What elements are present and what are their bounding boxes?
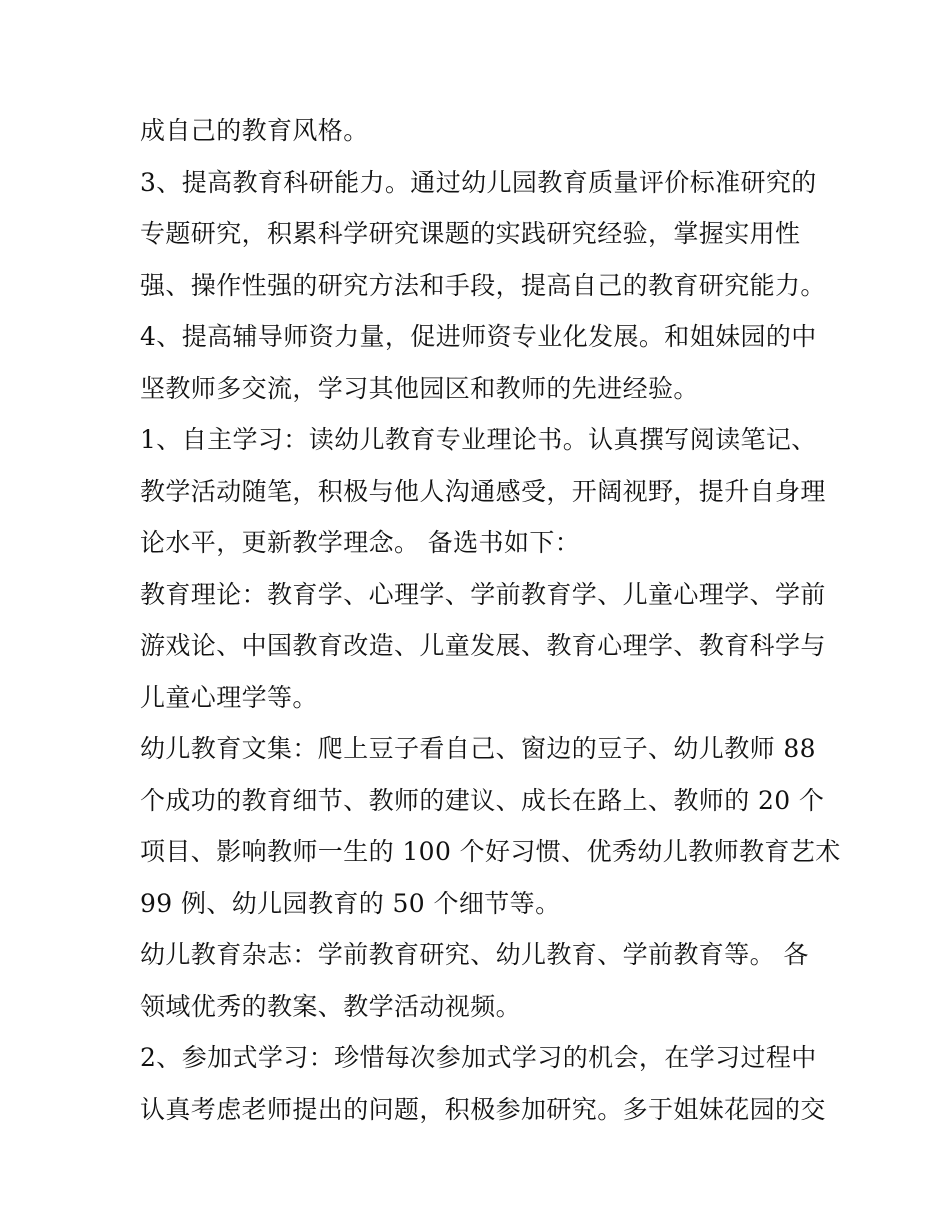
text-line: 幼儿教育文集：爬上豆子看自己、窗边的豆子、幼儿教师 88 — [140, 734, 816, 763]
text-line: 个成功的教育细节、教师的建议、成长在路上、教师的 20 个 — [140, 785, 825, 815]
text-line: 教学活动随笔，积极与他人沟通感受，开阔视野，提升自身理 — [140, 476, 826, 506]
text-line: 1、自主学习：读幼儿教育专业理论书。认真撰写阅读笔记、 — [140, 425, 817, 454]
text-line: 3、提高教育科研能力。通过幼儿园教育质量评价标准研究的 — [140, 167, 817, 197]
text-line: 认真考虑老师提出的问题，积极参加研究。多于姐妹花园的交 — [140, 1094, 826, 1124]
text-line: 99 例、幼儿园教育的 50 个细节等。 — [140, 888, 561, 918]
text-line: 成自己的教育风格。 — [140, 116, 369, 145]
text-line: 幼儿教育杂志：学前教育研究、幼儿教育、学前教育等。 各 — [140, 940, 809, 969]
text-line: 领域优秀的教案、教学活动视频。 — [140, 991, 522, 1021]
text-line: 论水平，更新教学理念。 备选书如下： — [140, 528, 581, 557]
text-line: 教育理论：教育学、心理学、学前教育学、儿童心理学、学前 — [140, 579, 826, 609]
text-line: 游戏论、中国教育改造、儿童发展、教育心理学、教育科学与 — [140, 631, 826, 660]
text-line: 项目、影响教师一生的 100 个好习惯、优秀幼儿教师教育艺术 — [140, 837, 841, 866]
document-body — [140, 105, 841, 1135]
text-line: 儿童心理学等。 — [140, 682, 318, 712]
text-line: 专题研究，积累科学研究课题的实践研究经验，掌握实用性 — [140, 219, 801, 248]
text-line: 坚教师多交流，学习其他园区和教师的先进经验。 — [140, 373, 699, 403]
text-line: 2、参加式学习：珍惜每次参加式学习的机会，在学习过程中 — [140, 1043, 817, 1072]
text-line: 4、提高辅导师资力量，促进师资专业化发展。和姐妹园的中 — [140, 322, 817, 351]
text-line: 强、操作性强的研究方法和手段，提高自己的教育研究能力。 — [140, 270, 826, 300]
